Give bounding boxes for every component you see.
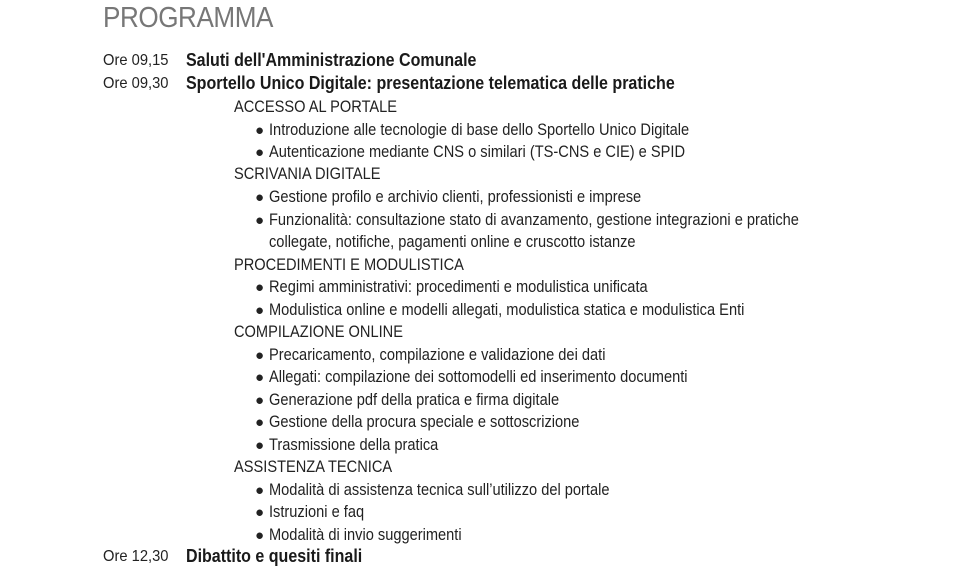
list-item-text: Modalità di assistenza tecnica sull’utilizzo del portale xyxy=(269,480,610,499)
session-time: Ore 12,30 xyxy=(103,548,169,565)
bullet-icon: ● xyxy=(255,482,265,499)
bullet-icon: ● xyxy=(255,144,265,161)
list-item xyxy=(255,185,702,209)
page-title: PROGRAMMA xyxy=(103,2,273,34)
list-item xyxy=(255,275,709,299)
list-item xyxy=(255,298,822,322)
bullet-icon: ● xyxy=(255,302,265,319)
session-title: Saluti dell'Amministrazione Comunale xyxy=(186,50,477,70)
bullet-icon: ● xyxy=(255,392,265,409)
bullet-icon: ● xyxy=(255,122,265,139)
bullet-icon: ● xyxy=(255,347,265,364)
list-item xyxy=(255,118,758,142)
bullet-icon: ● xyxy=(255,527,265,544)
list-item xyxy=(255,478,665,502)
bullet-icon: ● xyxy=(255,189,265,206)
list-item-continuation: collegate, notifiche, pagamenti online e cruscotto istanze xyxy=(269,232,636,251)
list-item xyxy=(255,365,756,389)
bullet-icon: ● xyxy=(255,504,265,521)
list-item-text: Gestione della procura speciale e sottoscrizione xyxy=(269,412,580,431)
list-item xyxy=(255,208,885,232)
list-item xyxy=(255,523,493,547)
list-item-text: Autenticazione mediante CNS o similari (TS-CNS e CIE) e SPID xyxy=(269,142,686,161)
session-time: Ore 09,30 xyxy=(103,75,169,92)
list-item xyxy=(255,410,630,434)
list-item-text: Modulistica online e modelli allegati, modulistica statica e modulistica Enti xyxy=(269,300,745,319)
list-item-text: Istruzioni e faq xyxy=(269,502,365,521)
bullet-icon: ● xyxy=(255,414,265,431)
list-item-text: Modalità di invio suggerimenti xyxy=(269,525,462,544)
list-item-text: Trasmissione della pratica xyxy=(269,435,439,454)
section-heading: COMPILAZIONE ONLINE xyxy=(234,322,403,341)
list-item xyxy=(255,500,380,524)
list-item-text: Generazione pdf della pratica e firma digitale xyxy=(269,390,560,409)
list-item xyxy=(255,343,660,367)
bullet-icon: ● xyxy=(255,279,265,296)
list-item xyxy=(255,140,753,164)
list-item-text: Precaricamento, compilazione e validazione dei dati xyxy=(269,345,606,364)
session-time: Ore 09,15 xyxy=(103,52,169,69)
list-item xyxy=(255,388,606,412)
list-item xyxy=(255,433,466,457)
bullet-icon: ● xyxy=(255,212,265,229)
bullet-icon: ● xyxy=(255,369,265,386)
list-item-text: Introduzione alle tecnologie di base dello Sportello Unico Digitale xyxy=(269,120,690,139)
section-heading: ASSISTENZA TECNICA xyxy=(234,457,393,476)
list-item-text: Gestione profilo e archivio clienti, professionisti e imprese xyxy=(269,187,642,206)
list-item-text: Funzionalità: consultazione stato di avanzamento, gestione integrazioni e pratiche xyxy=(269,210,799,229)
list-item-text: Allegati: compilazione dei sottomodelli ed inserimento documenti xyxy=(269,367,688,386)
session-title: Dibattito e quesiti finali xyxy=(186,546,363,566)
section-heading: SCRIVANIA DIGITALE xyxy=(234,164,381,183)
bullet-icon: ● xyxy=(255,437,265,454)
session-title: Sportello Unico Digitale: presentazione telematica delle pratiche xyxy=(186,73,675,93)
section-heading: ACCESSO AL PORTALE xyxy=(234,97,398,116)
section-heading: PROCEDIMENTI E MODULISTICA xyxy=(234,255,464,274)
list-item-text: Regimi amministrativi: procedimenti e modulistica unificata xyxy=(269,277,648,296)
